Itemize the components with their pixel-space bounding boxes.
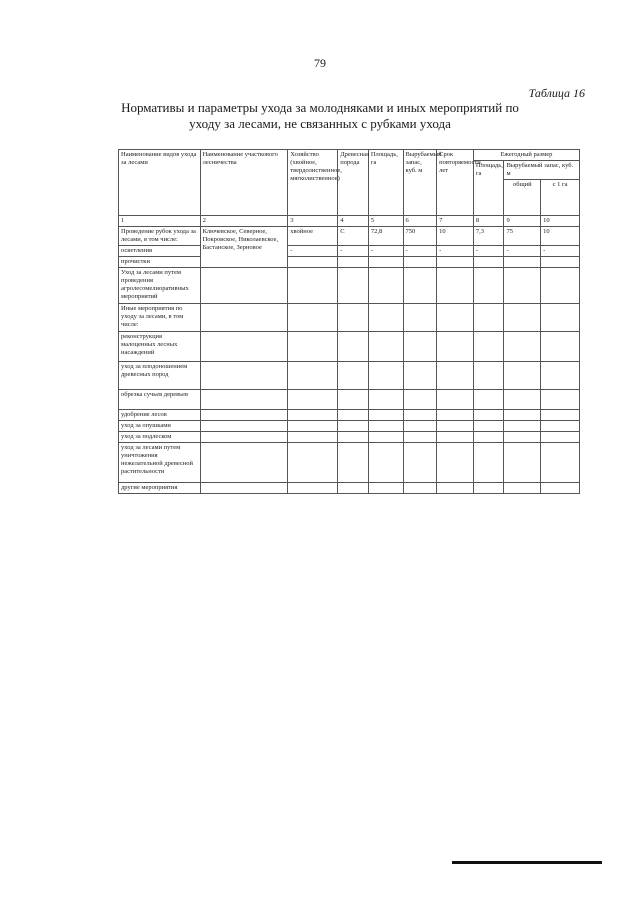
dash-cell: - [403, 246, 437, 257]
header-cell: Площадь, га [473, 161, 504, 216]
forestries-cell: Ключевское, Северное, Покровское, Николаевское, Бастанское, Зерновое [200, 227, 288, 268]
annual-per-ha-cell: 10 [541, 227, 580, 246]
column-number-row [119, 216, 580, 227]
dash-cell: - [504, 246, 541, 257]
row-name: Уход за лесами путем проведения агролесомелиоративных мероприятий [119, 268, 201, 304]
header-cell: с 1 га [541, 180, 580, 216]
table-row [119, 332, 580, 362]
table-row [119, 443, 580, 483]
norms-table [118, 149, 580, 494]
header-row-1 [119, 150, 580, 161]
dash-cell: - [288, 246, 338, 257]
row-name: уход за подлеском [119, 432, 201, 443]
row-name: уход за лесами путем уничтожения нежелательной древесной растительности [119, 443, 201, 483]
table-row [119, 362, 580, 390]
header-cell: Наименование участкового лесничества [200, 150, 288, 216]
row-name: другие мероприятия [119, 483, 201, 494]
header-cell: Ежегодный размер [473, 150, 579, 161]
header-cell: Вырубаемый запас, куб. м [403, 150, 437, 216]
header-cell: Древесная порода [338, 150, 369, 216]
column-number: 7 [437, 216, 474, 227]
table-row [119, 257, 580, 268]
column-number: 5 [368, 216, 403, 227]
row-name: осветления [119, 246, 201, 257]
dash-cell: - [368, 246, 403, 257]
row-name: уход за плодоношением древесных пород [119, 362, 201, 390]
annual-total-cell: 75 [504, 227, 541, 246]
dash-cell: - [473, 246, 504, 257]
row-name: прочистки [119, 257, 201, 268]
table-row [119, 421, 580, 432]
column-number: 3 [288, 216, 338, 227]
period-cell: 10 [437, 227, 474, 246]
header-cell: Наименование видов ухода за лесами [119, 150, 201, 216]
header-cell: общий [504, 180, 541, 216]
table-row [119, 246, 580, 257]
table-row [119, 304, 580, 332]
header-cell: Хозяйство (хвойное, твердолиственное, мягколиственное) [288, 150, 338, 216]
row-name: обрезка сучьев деревьев [119, 390, 201, 410]
column-number: 9 [504, 216, 541, 227]
column-number: 8 [473, 216, 504, 227]
header-cell: Вырубаемый запас, куб. м [504, 161, 580, 180]
row-name: уход за опушками [119, 421, 201, 432]
row-name: удобрение лесов [119, 410, 201, 421]
table-row [119, 432, 580, 443]
row-name: Проведение рубок ухода за лесами, в том числе: [119, 227, 201, 246]
header-cell: Площадь, га [368, 150, 403, 216]
table-row [119, 410, 580, 421]
footer-rule [452, 861, 602, 864]
table-row [119, 390, 580, 410]
title-line-2: уходу за лесами, не связанных с рубками ухода [189, 116, 451, 131]
column-number: 1 [119, 216, 201, 227]
page-number: 79 [314, 56, 326, 70]
table-row [119, 483, 580, 494]
farm-cell: хвойное [288, 227, 338, 246]
column-number: 6 [403, 216, 437, 227]
column-number: 10 [541, 216, 580, 227]
title-line-1: Нормативы и параметры ухода за молодняками и иных мероприятий по [121, 100, 519, 115]
header-cell: Срок повторяемости, лет [437, 150, 474, 216]
annual-area-cell: 7,3 [473, 227, 504, 246]
document-title [80, 100, 560, 132]
row-name: реконструкция малоценных лесных насаждений [119, 332, 201, 362]
column-number: 4 [338, 216, 369, 227]
row-name: Иные мероприятия по уходу за лесами, в том числе: [119, 304, 201, 332]
area-cell: 72,8 [368, 227, 403, 246]
table-row [119, 268, 580, 304]
dash-cell: - [437, 246, 474, 257]
table-label: Таблица 16 [528, 86, 585, 100]
dash-cell: - [338, 246, 369, 257]
table-row [119, 227, 580, 246]
stock-cell: 750 [403, 227, 437, 246]
column-number: 2 [200, 216, 288, 227]
species-cell: С [338, 227, 369, 246]
dash-cell: - [541, 246, 580, 257]
